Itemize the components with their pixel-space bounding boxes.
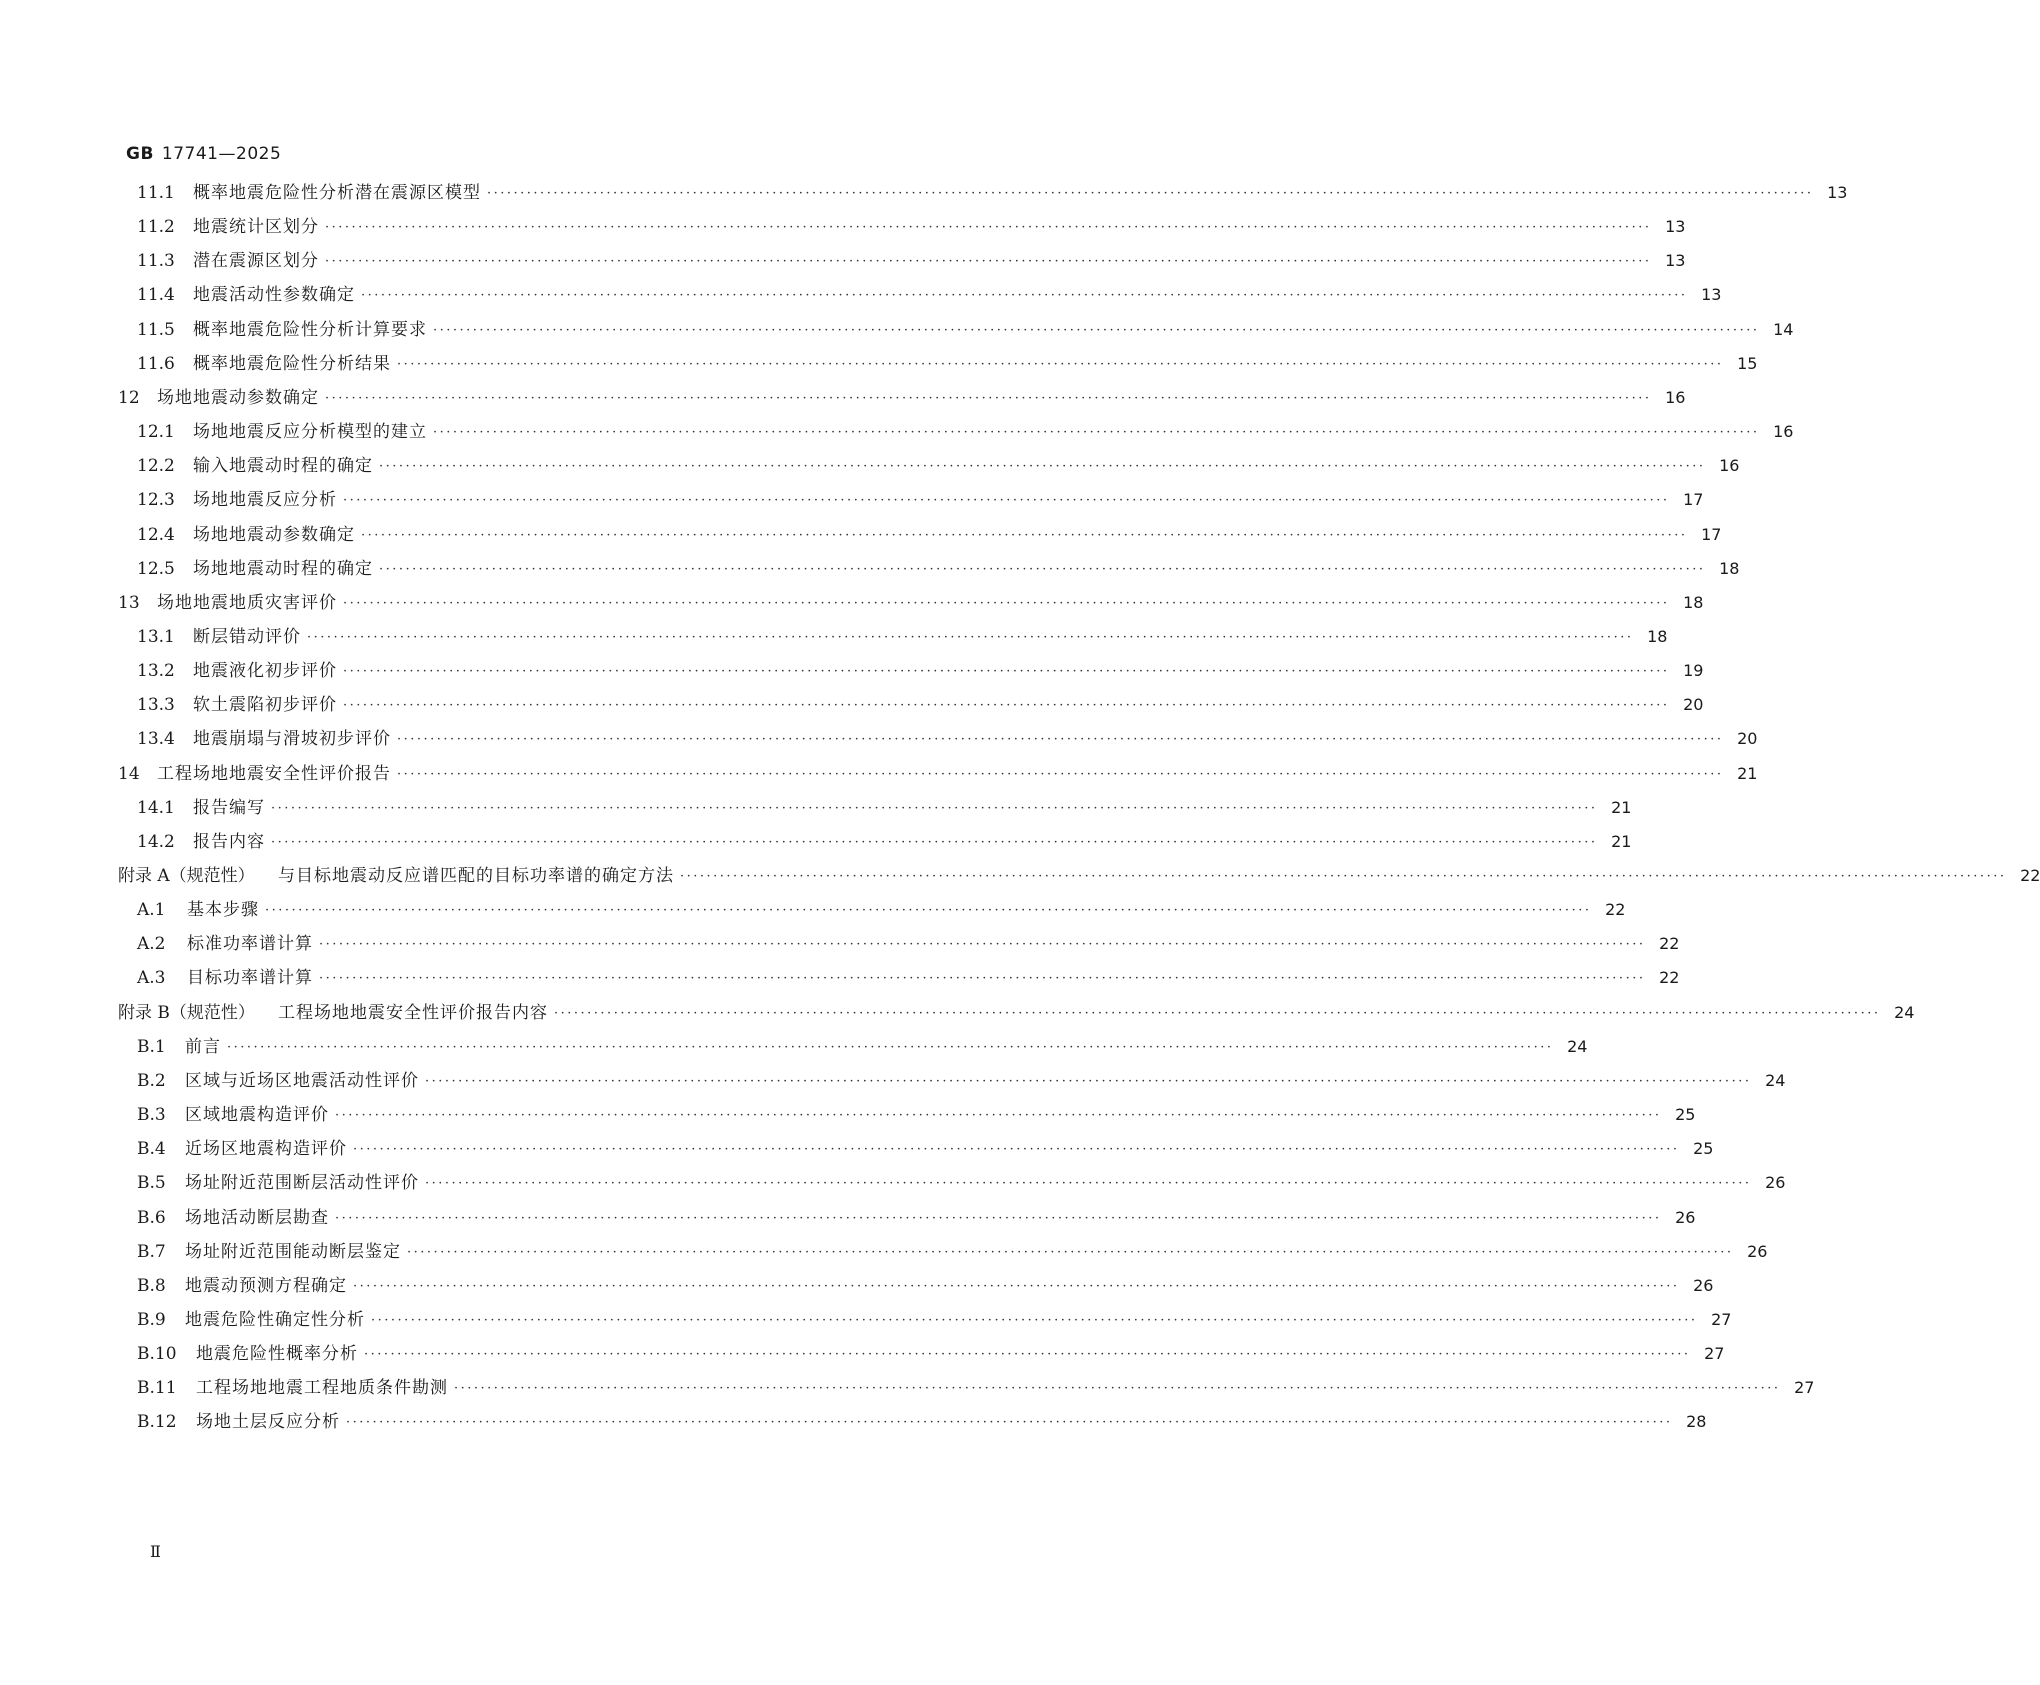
toc-leader-dots: ········································································································································································································ — [361, 527, 1688, 543]
toc-entry-page: 21 — [1737, 763, 1758, 783]
toc-entry-number: 13.4 — [137, 729, 175, 750]
toc-entry-page: 25 — [1693, 1139, 1714, 1159]
toc-entry[interactable] — [0, 282, 1722, 308]
toc-leader-dots: ········································································································································································································ — [343, 595, 1670, 611]
toc-entry-number: 12 — [118, 387, 140, 408]
toc-entry-number: 13.2 — [137, 661, 175, 682]
toc-leader-dots: ········································································································································································································ — [319, 937, 1646, 953]
toc-entry[interactable] — [0, 761, 1758, 787]
toc-entry-number: 13.3 — [137, 695, 175, 716]
toc-entry-page: 25 — [1675, 1105, 1696, 1125]
toc-leader-dots: ········································································································································································································ — [397, 766, 1724, 782]
toc-entry[interactable] — [0, 1170, 1786, 1196]
toc-entry-number: B.3 — [137, 1105, 166, 1126]
toc-entry[interactable] — [0, 419, 1794, 445]
toc-entry-title: 场地地震地质灾害评价 — [157, 592, 337, 613]
toc-entry-page: 16 — [1665, 387, 1686, 407]
toc-entry-number: 14 — [118, 763, 140, 784]
toc-leader-dots: ········································································································································································································ — [325, 220, 1652, 236]
toc-entry-title: 场地地震动时程的确定 — [193, 558, 373, 579]
toc-entry-page: 22 — [1659, 968, 1680, 988]
toc-leader-dots: ········································································································································································································ — [397, 732, 1724, 748]
toc-entry-title: 地震危险性概率分析 — [196, 1344, 358, 1365]
toc-entry-page: 18 — [1647, 626, 1668, 646]
toc-entry-number: 附录 A（规范性） — [118, 866, 255, 886]
toc-entry-title: 目标功率谱计算 — [187, 968, 313, 989]
toc-entry[interactable] — [0, 692, 1704, 718]
toc-leader-dots: ········································································································································································································ — [271, 800, 1598, 816]
toc-entry-page: 15 — [1737, 353, 1758, 373]
toc-entry-number: B.4 — [137, 1139, 166, 1160]
toc-entry-number: B.2 — [137, 1070, 166, 1091]
toc-entry-title: 概率地震危险性分析潜在震源区模型 — [193, 183, 481, 203]
toc-entry[interactable] — [0, 453, 1740, 479]
toc-entry[interactable] — [0, 1034, 1588, 1060]
toc-entry[interactable] — [0, 556, 1740, 582]
page-number-footer: Ⅱ — [150, 1542, 161, 1561]
toc-entry-number: 11.1 — [137, 183, 175, 203]
toc-entry[interactable] — [0, 385, 1686, 411]
document-header — [126, 144, 281, 164]
toc-entry-number: 12.3 — [137, 490, 175, 511]
toc-entry[interactable] — [0, 522, 1722, 548]
toc-entry-page: 26 — [1675, 1207, 1696, 1227]
toc-entry-page: 16 — [1773, 422, 1794, 442]
toc-leader-dots: ········································································································································································································ — [407, 1244, 1734, 1260]
toc-entry-title: 场地活动断层勘查 — [185, 1207, 329, 1228]
toc-entry-title: 报告内容 — [193, 831, 265, 852]
toc-entry-number: B.7 — [137, 1241, 166, 1262]
toc-entry-page: 24 — [1894, 1002, 1915, 1022]
toc-entry-number: 11.4 — [137, 285, 175, 306]
toc-leader-dots: ········································································································································································································ — [325, 390, 1652, 406]
toc-entry-page: 19 — [1683, 661, 1704, 681]
toc-entry-title: 软土震陷初步评价 — [193, 695, 337, 716]
toc-entry-page: 27 — [1711, 1309, 1732, 1329]
toc-entry-number: B.1 — [137, 1036, 166, 1057]
toc-entry-title: 场地地震动参数确定 — [157, 387, 319, 408]
toc-leader-dots: ········································································································································································································ — [487, 186, 1814, 201]
toc-leader-dots: ········································································································································································································ — [379, 459, 1706, 475]
toc-entry-title: 场地地震动参数确定 — [193, 524, 355, 545]
toc-entry-title: 地震危险性确定性分析 — [185, 1309, 365, 1330]
toc-entry[interactable] — [0, 248, 1686, 274]
toc-entry-number: B.8 — [137, 1275, 166, 1296]
toc-entry-page: 26 — [1747, 1241, 1768, 1261]
toc-entry-number: 附录 B（规范性） — [118, 1002, 255, 1023]
toc-leader-dots: ········································································································································································································ — [343, 698, 1670, 714]
toc-entry-title: 工程场地地震安全性评价报告 — [157, 763, 391, 784]
toc-entry[interactable] — [0, 1409, 1707, 1435]
toc-entry-page: 27 — [1794, 1378, 1815, 1398]
toc-entry-title: 场址附近范围断层活动性评价 — [185, 1173, 419, 1194]
toc-entry-title: 场地地震反应分析模型的建立 — [193, 422, 427, 443]
toc-leader-dots: ········································································································································································································ — [343, 664, 1670, 680]
toc-entry[interactable] — [0, 1273, 1714, 1299]
toc-entry-title: 地震动预测方程确定 — [185, 1275, 347, 1296]
toc-entry[interactable] — [0, 1205, 1696, 1231]
toc-entry-number: 11.5 — [137, 319, 175, 340]
toc-entry-page: 26 — [1693, 1275, 1714, 1295]
toc-entry-title: 基本步骤 — [187, 900, 259, 921]
toc-entry-page: 13 — [1701, 285, 1722, 305]
toc-entry-number: B.11 — [137, 1378, 177, 1399]
toc-entry[interactable] — [0, 1375, 1815, 1401]
toc-entry-title: 地震液化初步评价 — [193, 661, 337, 682]
toc-entry-title: 与目标地震动反应谱匹配的目标功率谱的确定方法 — [278, 866, 674, 886]
toc-entry-title: 近场区地震构造评价 — [185, 1139, 347, 1160]
toc-leader-dots: ········································································································································································································ — [353, 1142, 1680, 1158]
toc-entry[interactable] — [0, 1068, 1786, 1094]
toc-leader-dots: ········································································································································································································ — [307, 629, 1634, 645]
toc-entry[interactable] — [0, 829, 1632, 855]
toc-entry-page: 13 — [1665, 217, 1686, 237]
toc-entry-number: 11.3 — [137, 251, 175, 272]
toc-entry[interactable] — [0, 931, 1680, 957]
toc-entry[interactable] — [0, 897, 1626, 923]
toc-entry-page: 18 — [1683, 592, 1704, 612]
toc-entry-title: 场地土层反应分析 — [196, 1412, 340, 1433]
toc-leader-dots: ········································································································································································································ — [425, 1176, 1752, 1192]
toc-entry-number: B.10 — [137, 1344, 177, 1365]
toc-entry-page: 26 — [1765, 1173, 1786, 1193]
toc-entry-title: 地震活动性参数确定 — [193, 285, 355, 306]
toc-entry-page: 18 — [1719, 558, 1740, 578]
toc-entry-page: 28 — [1686, 1412, 1707, 1432]
toc-leader-dots: ········································································································································································································ — [271, 834, 1598, 850]
toc-entry-number: 14.2 — [137, 831, 175, 852]
toc-leader-dots: ········································································································································································································ — [335, 1210, 1662, 1226]
toc-entry-title: 工程场地地震安全性评价报告内容 — [278, 1002, 548, 1023]
toc-entry-page: 24 — [1567, 1036, 1588, 1056]
toc-entry[interactable] — [0, 965, 1680, 991]
toc-entry-title: 区域与近场区地震活动性评价 — [185, 1070, 419, 1091]
toc-entry-title: 概率地震危险性分析结果 — [193, 353, 391, 374]
toc-leader-dots: ········································································································································································································ — [554, 1005, 1881, 1021]
toc-entry[interactable] — [0, 863, 2040, 889]
toc-entry-number: 12.1 — [137, 422, 175, 443]
toc-leader-dots: ········································································································································································································ — [371, 1312, 1698, 1328]
toc-entry-title: 断层错动评价 — [193, 626, 301, 647]
toc-entry-number: 11.6 — [137, 353, 175, 374]
toc-entry[interactable] — [0, 1136, 1714, 1162]
toc-entry-number: 14.1 — [137, 797, 175, 818]
toc-entry-page: 20 — [1737, 729, 1758, 749]
toc-entry-number: A.3 — [137, 968, 166, 989]
toc-entry[interactable] — [0, 624, 1668, 650]
toc-entry-page: 22 — [1605, 900, 1626, 920]
toc-leader-dots: ········································································································································································································ — [680, 869, 2007, 884]
toc-entry[interactable] — [0, 1307, 1732, 1333]
toc-entry-title: 区域地震构造评价 — [185, 1105, 329, 1126]
toc-entry[interactable] — [0, 351, 1758, 377]
toc-entry-title: 标准功率谱计算 — [187, 934, 313, 955]
toc-leader-dots: ········································································································································································································ — [227, 1039, 1554, 1055]
toc-entry[interactable] — [0, 1239, 1768, 1265]
toc-entry-title: 场址附近范围能动断层鉴定 — [185, 1241, 401, 1262]
standard-prefix: GB — [126, 144, 154, 164]
toc-entry-number: A.2 — [137, 934, 166, 955]
toc-leader-dots: ········································································································································································································ — [433, 425, 1760, 441]
toc-entry-number: 12.4 — [137, 524, 175, 545]
toc-entry[interactable] — [0, 1000, 1915, 1026]
toc-leader-dots: ········································································································································································································ — [379, 561, 1706, 577]
toc-entry-title: 潜在震源区划分 — [193, 251, 319, 272]
toc-entry[interactable] — [0, 487, 1704, 513]
toc-entry-page: 20 — [1683, 695, 1704, 715]
toc-entry[interactable] — [0, 795, 1632, 821]
toc-entry-number: B.12 — [137, 1412, 177, 1433]
toc-entry-page: 13 — [1827, 183, 1848, 202]
toc-leader-dots: ········································································································································································································ — [425, 1073, 1752, 1089]
toc-entry-page: 21 — [1611, 831, 1632, 851]
toc-entry-number: B.9 — [137, 1309, 166, 1330]
toc-leader-dots: ········································································································································································································ — [265, 903, 1592, 919]
toc-entry-page: 22 — [1659, 934, 1680, 954]
toc-entry-page: 17 — [1683, 490, 1704, 510]
toc-entry-title: 工程场地地震工程地质条件勘测 — [196, 1378, 448, 1399]
toc-leader-dots: ········································································································································································································ — [433, 322, 1760, 338]
toc-entry-page: 16 — [1719, 456, 1740, 476]
toc-entry[interactable] — [0, 590, 1704, 616]
toc-entry-number: A.1 — [137, 900, 166, 921]
toc-entry-title: 地震崩塌与滑坡初步评价 — [193, 729, 391, 750]
toc-entry[interactable] — [0, 214, 1686, 240]
toc-leader-dots: ········································································································································································································ — [319, 971, 1646, 987]
toc-leader-dots: ········································································································································································································ — [335, 1108, 1662, 1124]
toc-leader-dots: ········································································································································································································ — [353, 1278, 1680, 1294]
toc-entry-page: 13 — [1665, 251, 1686, 271]
toc-entry-page: 27 — [1704, 1344, 1725, 1364]
toc-entry[interactable] — [0, 1341, 1725, 1367]
toc-entry[interactable] — [0, 180, 1848, 206]
toc-entry-title: 地震统计区划分 — [193, 217, 319, 238]
toc-entry-title: 前言 — [185, 1036, 221, 1057]
toc-entry-number: 12.5 — [137, 558, 175, 579]
toc-entry-title: 场地地震反应分析 — [193, 490, 337, 511]
toc-entry-page: 24 — [1765, 1070, 1786, 1090]
toc-entry-number: B.5 — [137, 1173, 166, 1194]
standard-number: 17741—2025 — [161, 144, 282, 164]
toc-leader-dots: ········································································································································································································ — [454, 1381, 1781, 1397]
toc-entry-number: 11.2 — [137, 217, 175, 238]
toc-entry-page: 14 — [1773, 319, 1794, 339]
toc-entry-title: 报告编写 — [193, 797, 265, 818]
toc-leader-dots: ········································································································································································································ — [364, 1347, 1691, 1363]
toc-entry[interactable] — [0, 317, 1794, 343]
toc-entry-title: 概率地震危险性分析计算要求 — [193, 319, 427, 340]
toc-entry-number: 12.2 — [137, 456, 175, 477]
toc-entry[interactable] — [0, 726, 1758, 752]
toc-entry-page: 21 — [1611, 797, 1632, 817]
toc-leader-dots: ········································································································································································································ — [361, 288, 1688, 304]
toc-leader-dots: ········································································································································································································ — [325, 254, 1652, 270]
toc-entry-number: B.6 — [137, 1207, 166, 1228]
toc-entry[interactable] — [0, 1102, 1696, 1128]
toc-entry-title: 输入地震动时程的确定 — [193, 456, 373, 477]
toc-leader-dots: ········································································································································································································ — [343, 493, 1670, 509]
toc-entry[interactable] — [0, 658, 1704, 684]
toc-leader-dots: ········································································································································································································ — [346, 1415, 1673, 1431]
toc-entry-page: 17 — [1701, 524, 1722, 544]
toc-entry-number: 13 — [118, 592, 140, 613]
toc-leader-dots: ········································································································································································································ — [397, 356, 1724, 372]
toc-entry-number: 13.1 — [137, 626, 175, 647]
toc-entry-page: 22 — [2020, 866, 2040, 885]
